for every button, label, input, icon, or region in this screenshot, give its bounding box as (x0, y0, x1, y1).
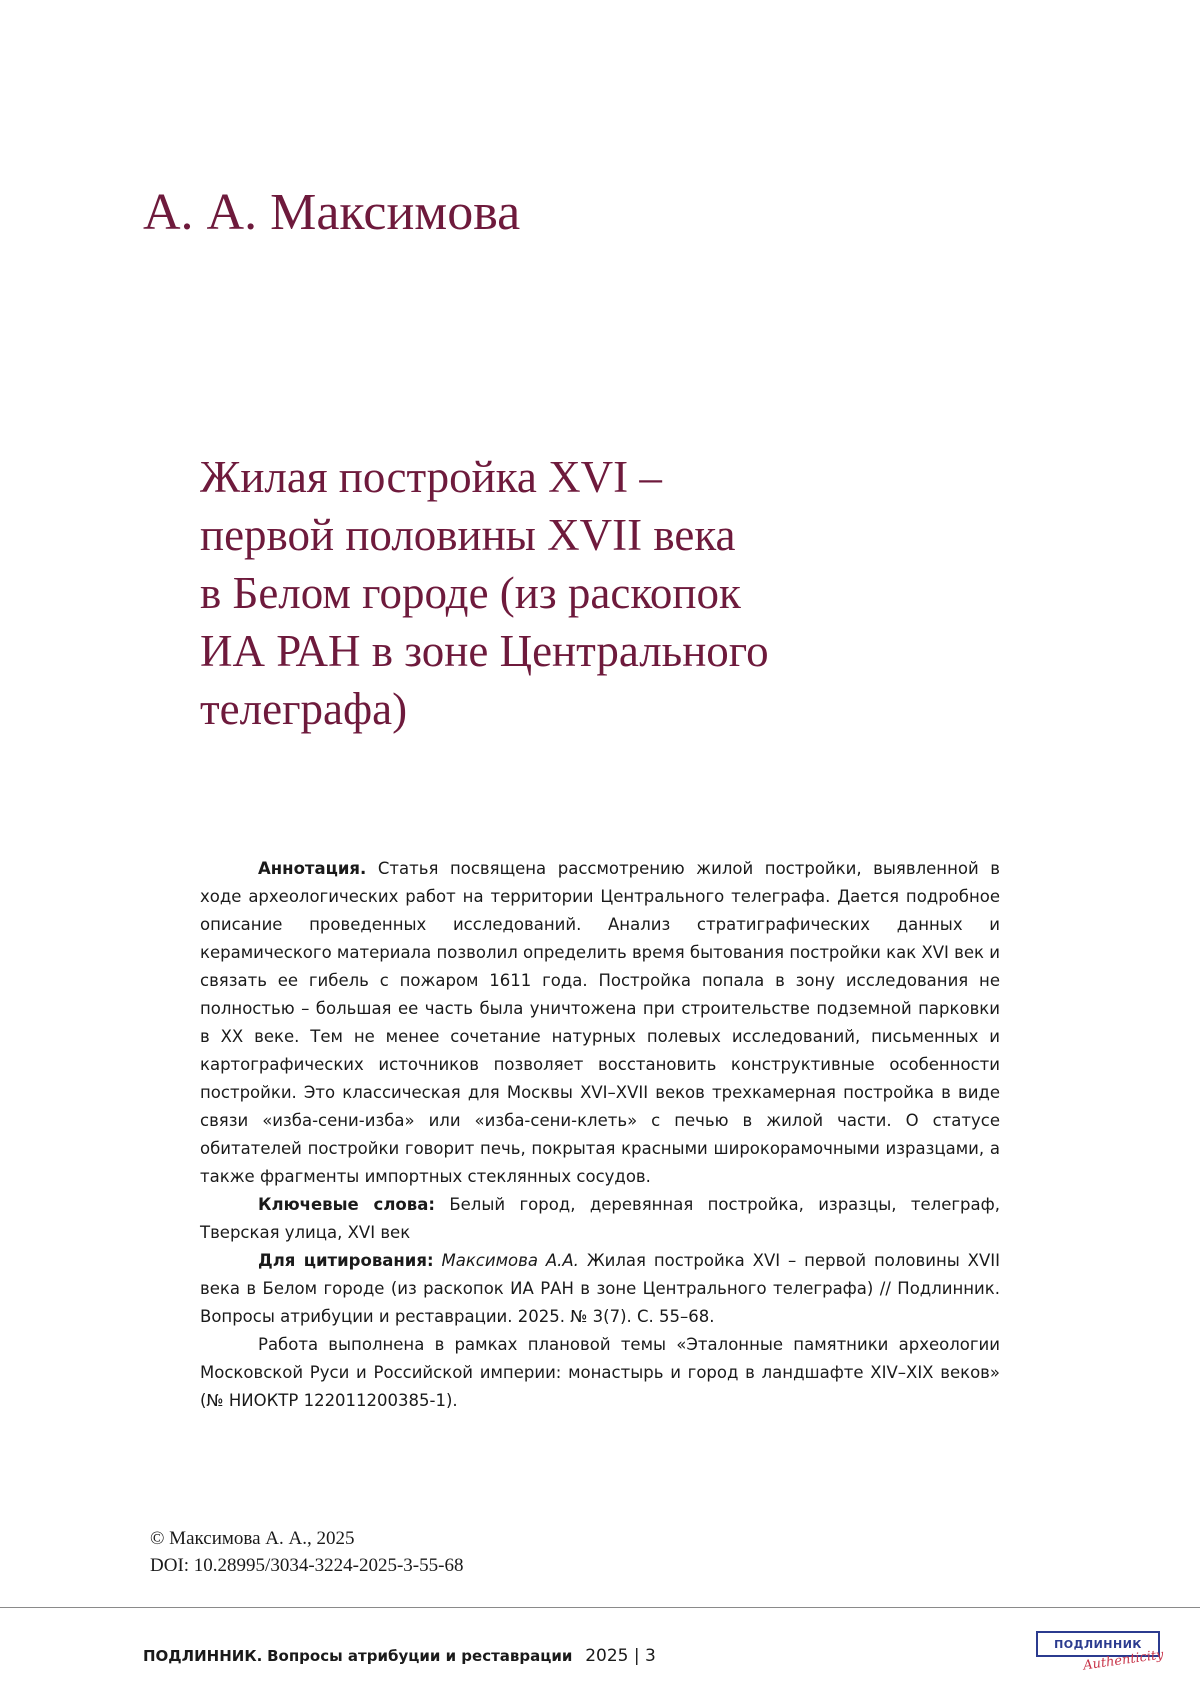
footer-journal: ПОДЛИННИК. (143, 1647, 262, 1665)
abstract-paragraph (200, 855, 1000, 1191)
citation-author: Максимова А.А. (441, 1251, 578, 1270)
funding-paragraph (200, 1331, 1000, 1415)
running-footer (143, 1645, 656, 1667)
logo-script: Authenticity (1083, 1647, 1165, 1673)
keywords-paragraph (200, 1191, 1000, 1247)
doi-line[interactable]: DOI: 10.28995/3034-3224-2025-3-55-68 (150, 1552, 463, 1579)
article-title (200, 448, 920, 738)
title-line: телеграфа) (200, 680, 920, 738)
logo-box: ПОДЛИННИК (1036, 1631, 1160, 1657)
keywords-label: Ключевые слова: (258, 1195, 435, 1214)
funding-text: Работа выполнена в рамках плановой темы «Эталонные памятники археологии Московской Руси и Российской империи: монастырь и город в ландшафте XIV–XIX веков» (№ НИОКТР 122011200385-1). (200, 1335, 1000, 1410)
abstract-label: Аннотация. (258, 859, 366, 878)
keywords-text: Белый город, деревянная постройка, изразцы, телеграф, Тверская улица, XVI век (200, 1195, 1000, 1242)
journal-logo (1036, 1631, 1164, 1675)
citation-text: Жилая постройка XVI – первой половины XVII века в Белом городе (из раскопок ИА РАН в зоне Центрального телеграфа) // Подлинник. Вопросы атрибуции и реставрации. 2025. № 3(7). С. 55–68. (200, 1251, 1000, 1326)
citation-label: Для цитирования: (258, 1251, 434, 1270)
footer-issue: 2025 | 3 (585, 1646, 656, 1666)
title-line: в Белом городе (из раскопок (200, 564, 920, 622)
copyright-block (150, 1525, 463, 1579)
abstract-text: Статья посвящена рассмотрению жилой постройки, выявленной в ходе археологических работ на территории Центрального телеграфа. Дается подробное описание проведенных исследований. Анализ стратиграфических данных и керамического материала позволил определить время бытования постройки как XVI век и связать ее гибель с пожаром 1611 года. Постройка попала в зону исследования не полностью – большая ее часть была уничтожена при строительстве подземной парковки в XX веке. Тем не менее сочетание натурных полевых исследований, письменных и картографических источников позволяет восстановить конструктивные особенности постройки. Это классическая для Москвы XVI–XVII веков трехкамерная постройка в виде связи «изба-сени-изба» или «изба-сени-клеть» с печью в жилой части. О статусе обитателей постройки говорит печь, покрытая красными широкорамочными изразцами, а также фрагменты импортных стеклянных сосудов. (200, 859, 1000, 1186)
abstract-block (200, 855, 1000, 1415)
author-name: А. А. Максимова (143, 183, 520, 243)
footer-subtitle: Вопросы атрибуции и реставрации (267, 1647, 572, 1665)
copyright-line: © Максимова А. А., 2025 (150, 1525, 463, 1552)
footer-divider (0, 1607, 1200, 1608)
title-line: Жилая постройка XVI – (200, 448, 920, 506)
citation-paragraph (200, 1247, 1000, 1331)
title-line: ИА РАН в зоне Центрального (200, 622, 920, 680)
title-line: первой половины XVII века (200, 506, 920, 564)
